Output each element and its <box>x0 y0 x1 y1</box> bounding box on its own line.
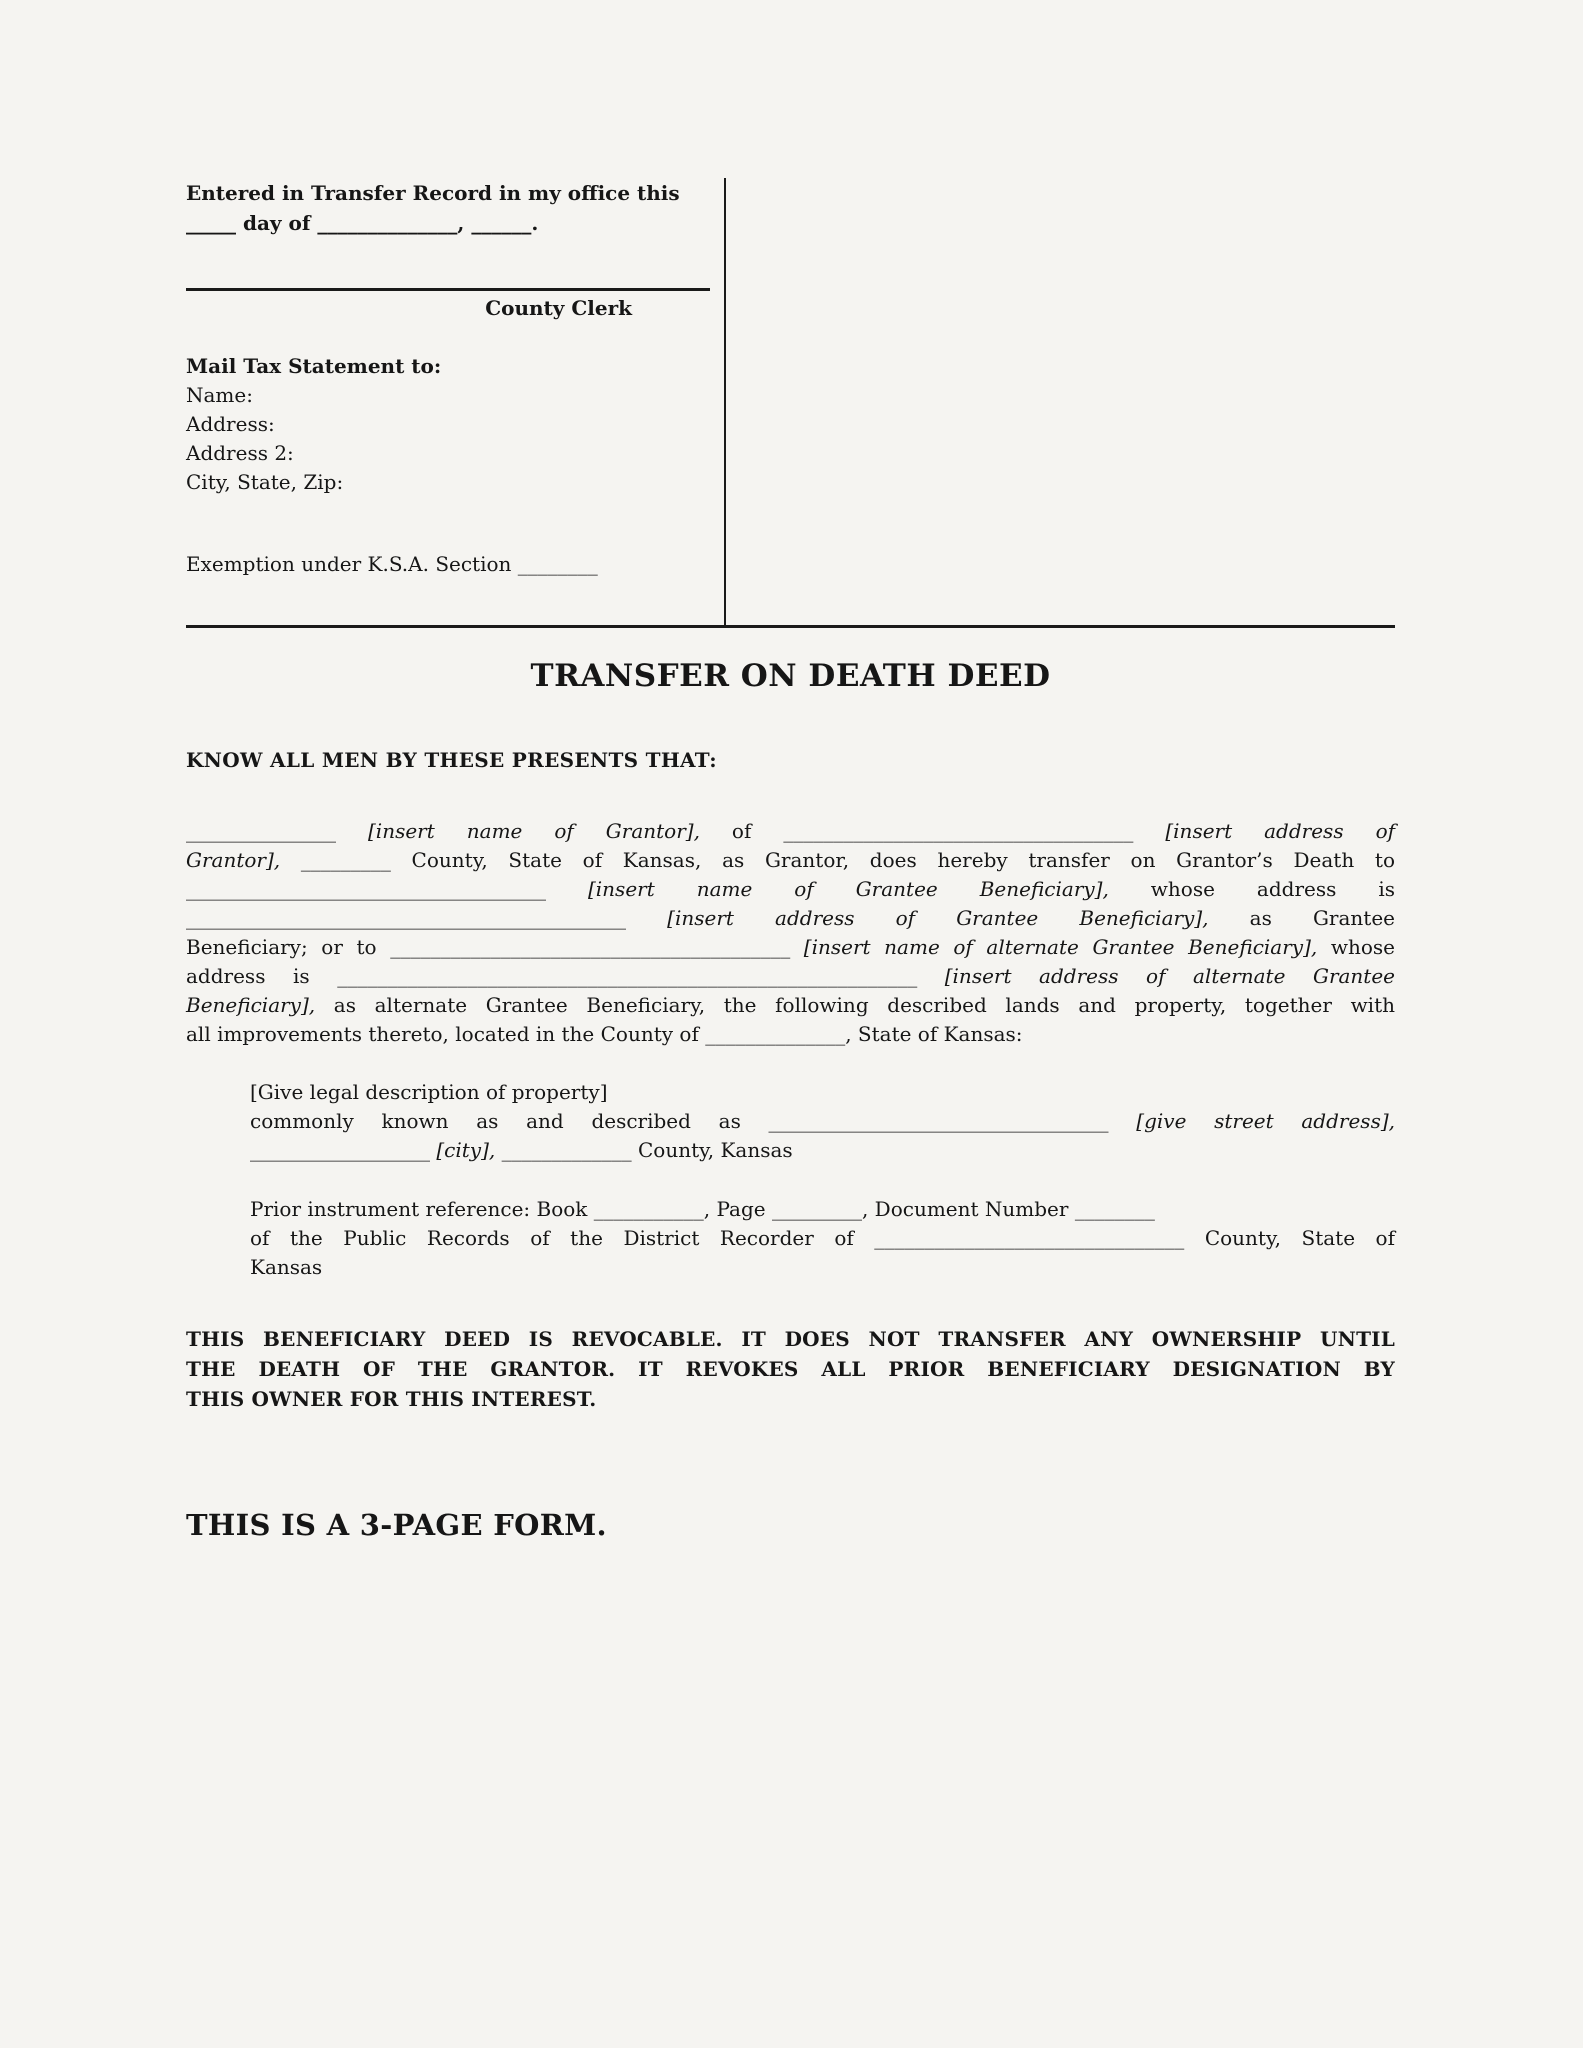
text-line: THE DEATH OF THE GRANTOR. IT REVOKES ALL PRIOR BENEFICIARY DESIGNATION BY <box>186 1357 1395 1381</box>
text-line: Grantor], _________ County, State of Kansas, as Grantor, does hereby transfer on Grantor’s Death to <box>186 848 1395 872</box>
text-line: _______________ [insert name of Grantor], of ___________________________________ [insert address of <box>186 819 1396 843</box>
text-line: THIS BENEFICIARY DEED IS REVOCABLE. IT DOES NOT TRANSFER ANY OWNERSHIP UNTIL <box>186 1327 1395 1351</box>
text-line: of the Public Records of the District Recorder of _______________________________ County, State of <box>250 1226 1395 1250</box>
text-line: ____________________________________________ [insert address of Grantee Beneficiary], as Grantee <box>186 906 1396 930</box>
document-title: TRANSFER ON DEATH DEED <box>530 658 1051 694</box>
mail-tax-name-label: Name: <box>186 383 253 407</box>
text-line: Beneficiary; or to ________________________________________ [insert name of alternate Grantee Beneficiary], whose <box>186 935 1395 959</box>
page-count-note: THIS IS A 3-PAGE FORM. <box>186 1508 607 1542</box>
text-line: Kansas <box>250 1255 323 1279</box>
mail-tax-address-label: Address: <box>186 412 275 436</box>
presents-heading: KNOW ALL MEN BY THESE PRESENTS THAT: <box>186 748 717 772</box>
text-line: THIS OWNER FOR THIS INTEREST. <box>186 1387 597 1411</box>
entered-record-line-1: Entered in Transfer Record in my office this <box>186 181 680 205</box>
recorder-box <box>186 178 726 625</box>
prior-instrument-block <box>250 1195 1395 1282</box>
mail-tax-city-state-zip-label: City, State, Zip: <box>186 470 344 494</box>
entered-record-line-2: _____ day of ______________, ______. <box>186 211 539 235</box>
text-line: [Give legal description of property] <box>250 1080 608 1104</box>
county-clerk-label: County Clerk <box>485 296 632 320</box>
mail-tax-address2-label: Address 2: <box>186 441 294 465</box>
exemption-line: Exemption under K.S.A. Section ________ <box>186 552 598 576</box>
grantor-transfer-paragraph <box>186 817 1395 1049</box>
text-line: commonly known as and described as __________________________________ [give street address], <box>250 1109 1395 1133</box>
text-line: all improvements thereto, located in the County of ______________, State of Kansas: <box>186 1022 1023 1046</box>
document-content <box>0 178 1583 1542</box>
text-line: address is __________________________________________________________ [insert address of alternate Grantee <box>186 964 1396 988</box>
mail-tax-statement-heading: Mail Tax Statement to: <box>186 354 442 378</box>
text-line: Prior instrument reference: Book ___________, Page _________, Document Number ________ <box>250 1197 1155 1221</box>
text-line: __________________ [city], _____________ County, Kansas <box>250 1138 793 1162</box>
revocable-notice <box>186 1324 1395 1414</box>
legal-description-block <box>250 1078 1395 1165</box>
text-line: ____________________________________ [insert name of Grantee Beneficiary], whose address is <box>186 877 1395 901</box>
county-clerk-signature-line <box>186 288 710 291</box>
text-line: Beneficiary], as alternate Grantee Beneficiary, the following described lands and property, together with <box>186 993 1395 1017</box>
recorder-section <box>186 178 1395 628</box>
recorder-blank-area <box>726 178 1395 625</box>
